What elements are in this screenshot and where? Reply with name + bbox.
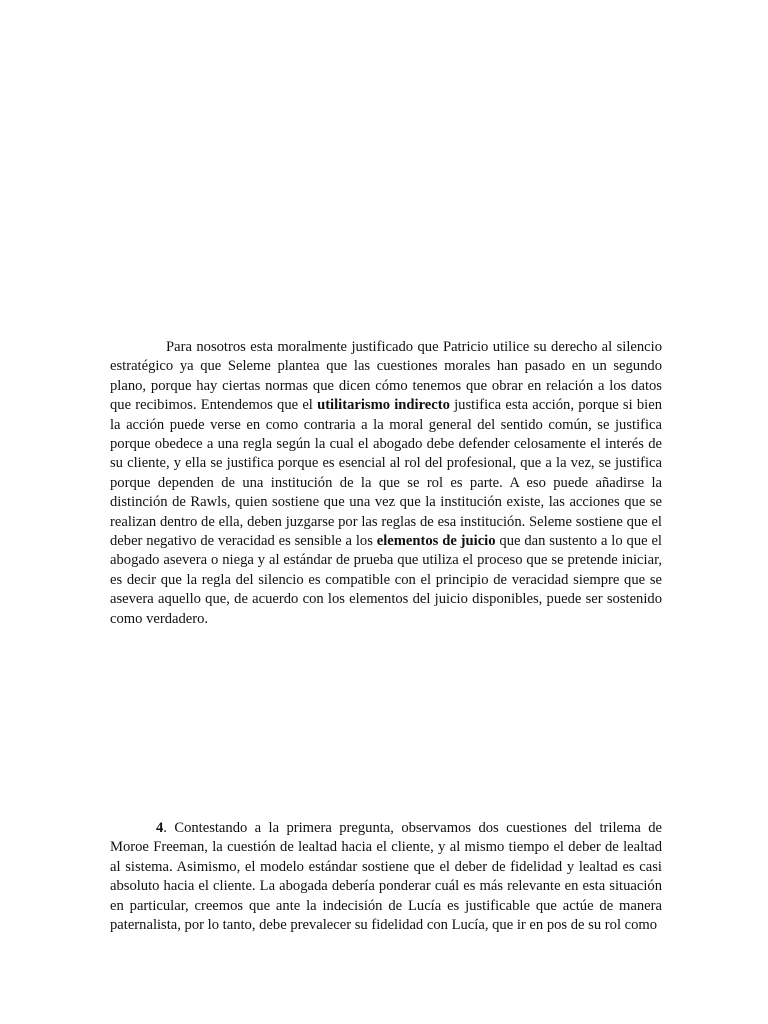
body-paragraph-1	[110, 338, 662, 629]
paragraph-1-text-c: que dan sustento a lo que el abogado asevera o niega y al estándar de prueba que utiliza el proceso que se pretende iniciar, es decir que la regla del silencio es compatible con el principio de veracidad siempre que se asevera aquello que, de acuerdo con los elementos del juicio disponibles, puede ser sostenido como verdadero.	[110, 533, 662, 627]
paragraph-1-text-a: Para nosotros esta moralmente justificado que Patricio utilice su derecho al silencio estratégico ya que Seleme plantea que las cuestiones morales han pasado en un segundo plano, porque hay ciertas normas que dicen cómo tenemos que obrar en relación a los datos que recibimos. Entendemos que el	[110, 339, 662, 414]
bold-term-utilitarismo-indirecto: utilitarismo indirecto	[317, 397, 450, 414]
body-paragraph-2	[110, 819, 662, 935]
paragraph-2-text: . Contestando a la primera pregunta, observamos dos cuestiones del trilema de Moroe Freeman, la cuestión de lealtad hacia el cliente, y al mismo tiempo el deber de lealtad al sistema. Asimismo, el modelo estándar sostiene que el deber de fidelidad y lealtad es casi absoluto hacia el cliente. La abogada debería ponderar cuál es más relevante en esta situación en particular, creemos que ante la indecisión de Lucía es justificable que actúe de manera paternalista, por lo tanto, debe prevalecer su fidelidad con Lucía, que ir en pos de su rol como	[110, 820, 662, 934]
paragraph-1-text-b: justifica esta acción, porque si bien la acción puede verse en como contraria a la moral general del sentido común, se justifica porque obedece a una regla según la cual el abogado debe defender celosamente el interés de su cliente, y ella se justifica porque es esencial al rol del profesional, que a la vez, se justifica porque dependen de una institución de la que se rol es parte. A eso puede añadirse la distinción de Rawls, quien sostiene que una vez que la institución existe, las acciones que se realizan dentro de ella, deben juzgarse por las reglas de esa institución. Seleme sostiene que el deber negativo de veracidad es sensible a los	[110, 397, 662, 550]
bold-term-elementos-de-juicio: elementos de juicio	[376, 533, 496, 550]
section-number: 4	[156, 820, 164, 836]
